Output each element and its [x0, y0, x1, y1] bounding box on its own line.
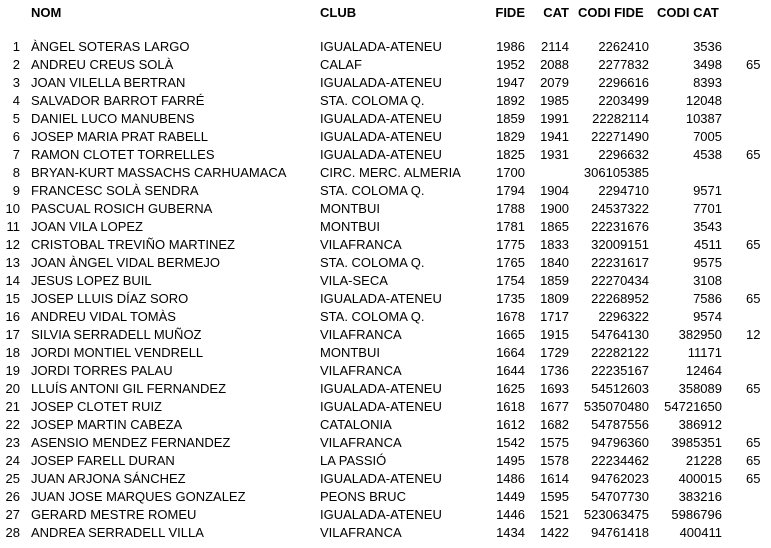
codi-fide: 94796360: [591, 435, 649, 450]
player-name: SALVADOR BARROT FARRÉ: [31, 93, 205, 108]
row-number: 10: [5, 201, 20, 216]
player-club: VILAFRANCA: [320, 525, 402, 540]
player-name: BRYAN-KURT MASSACHS CARHUAMACA: [31, 165, 287, 180]
codi-fide: 22235167: [591, 363, 649, 378]
codi-cat: 386912: [678, 417, 722, 432]
player-name: JOAN VILELLA BERTRAN: [31, 75, 186, 90]
table-row: [0, 110, 771, 128]
player-club: STA. COLOMA Q.: [320, 183, 425, 198]
codi-cat: 3536: [693, 39, 722, 54]
row-number: 4: [12, 93, 20, 108]
codi-cat: 383216: [678, 489, 722, 504]
table-row: [0, 308, 771, 326]
extra-code: 65: [746, 453, 761, 468]
codi-fide: 22234462: [591, 453, 649, 468]
codi-fide: 54512603: [591, 381, 649, 396]
extra-code: 65: [746, 291, 761, 306]
cat-rating: 1833: [540, 237, 569, 252]
player-name: JOSEP LLUIS DÍAZ SORO: [31, 291, 189, 306]
row-number: 13: [5, 255, 20, 270]
fide-rating: 1892: [496, 93, 525, 108]
row-number: 27: [5, 507, 20, 522]
extra-code: 65: [746, 57, 761, 72]
player-club: IGUALADA-ATENEU: [320, 75, 442, 90]
row-number: 24: [5, 453, 20, 468]
codi-fide: 2277832: [598, 57, 649, 72]
codi-cat: 4511: [694, 237, 722, 252]
row-number: 2: [12, 57, 20, 72]
header-cat: CAT: [543, 5, 569, 20]
fide-rating: 1788: [496, 201, 525, 216]
table-row: [0, 290, 771, 308]
cat-rating: 1991: [540, 111, 569, 126]
codi-cat: 400015: [678, 471, 722, 486]
player-club: LA PASSIÓ: [320, 453, 387, 468]
table-row: [0, 146, 771, 164]
table-row: [0, 74, 771, 92]
codi-cat: 4538: [693, 147, 722, 162]
codi-cat: 400411: [679, 525, 722, 540]
cat-rating: 1915: [540, 327, 569, 342]
table-row: [0, 506, 771, 524]
fide-rating: 1947: [496, 75, 525, 90]
fide-rating: 1664: [496, 345, 525, 360]
fide-rating: 1495: [496, 453, 525, 468]
codi-fide: 94762023: [591, 471, 649, 486]
cat-rating: 1693: [540, 381, 569, 396]
fide-rating: 1625: [496, 381, 525, 396]
fide-rating: 1486: [496, 471, 525, 486]
table-row: [0, 254, 771, 272]
player-name: JUAN ARJONA SÁNCHEZ: [31, 471, 186, 486]
extra-code: 65: [746, 147, 761, 162]
player-club: IGUALADA-ATENEU: [320, 507, 442, 522]
row-number: 28: [5, 525, 20, 540]
player-club: VILAFRANCA: [320, 363, 402, 378]
codi-cat: 54721650: [664, 399, 722, 414]
table-row: [0, 38, 771, 56]
codi-fide: 54787556: [591, 417, 649, 432]
player-club: IGUALADA-ATENEU: [320, 399, 442, 414]
fide-rating: 1829: [496, 129, 525, 144]
player-club: CIRC. MERC. ALMERIA: [320, 165, 461, 180]
fide-rating: 1446: [496, 507, 525, 522]
player-club: VILAFRANCA: [320, 327, 402, 342]
codi-cat: 3108: [693, 273, 722, 288]
table-row: [0, 236, 771, 254]
codi-fide: 523063475: [583, 507, 649, 522]
player-name: ANDREU VIDAL TOMÀS: [31, 309, 176, 324]
player-name: JORDI TORRES PALAU: [31, 363, 173, 378]
fide-rating: 1449: [496, 489, 525, 504]
player-club: IGUALADA-ATENEU: [320, 381, 442, 396]
row-number: 5: [12, 111, 20, 126]
table-row: [0, 128, 771, 146]
player-club: IGUALADA-ATENEU: [320, 147, 442, 162]
player-club: STA. COLOMA Q.: [320, 255, 425, 270]
extra-code: 65: [746, 237, 761, 252]
table-row: [0, 488, 771, 506]
player-name: ANDREA SERRADELL VILLA: [31, 525, 204, 540]
cat-rating: 2088: [540, 57, 569, 72]
codi-fide: 22231617: [591, 255, 649, 270]
player-club: IGUALADA-ATENEU: [320, 129, 442, 144]
fide-rating: 1735: [496, 291, 525, 306]
fide-rating: 1825: [496, 147, 525, 162]
codi-cat: 12464: [685, 363, 722, 378]
player-name: JORDI MONTIEL VENDRELL: [31, 345, 204, 360]
cat-rating: 1595: [540, 489, 569, 504]
cat-rating: 1859: [540, 273, 569, 288]
codi-cat: 9575: [693, 255, 722, 270]
table-header: [0, 0, 771, 26]
cat-rating: 2114: [541, 39, 569, 54]
codi-fide: 306105385: [583, 165, 649, 180]
codi-fide: 32009151: [591, 237, 649, 252]
player-name: JUAN JOSE MARQUES GONZALEZ: [31, 489, 246, 504]
player-club: MONTBUI: [320, 219, 380, 234]
table-row: [0, 200, 771, 218]
codi-fide: 2296616: [598, 75, 649, 90]
codi-cat: 3498: [693, 57, 722, 72]
player-name: ÀNGEL SOTERAS LARGO: [31, 39, 190, 54]
codi-cat: 7586: [693, 291, 722, 306]
fide-rating: 1434: [496, 525, 525, 540]
cat-rating: 1521: [540, 507, 569, 522]
player-club: STA. COLOMA Q.: [320, 309, 425, 324]
row-number: 23: [5, 435, 20, 450]
codi-cat: 3543: [693, 219, 722, 234]
codi-fide: 2296632: [598, 147, 649, 162]
table-row: [0, 416, 771, 434]
row-number: 17: [5, 327, 20, 342]
fide-rating: 1678: [496, 309, 525, 324]
player-name: GERARD MESTRE ROMEU: [31, 507, 197, 522]
row-number: 19: [5, 363, 20, 378]
player-name: JOSEP FARELL DURAN: [31, 453, 175, 468]
codi-fide: 94761418: [591, 525, 649, 540]
codi-fide: 535070480: [583, 399, 649, 414]
row-number: 22: [5, 417, 20, 432]
fide-rating: 1644: [496, 363, 525, 378]
codi-cat: 3985351: [671, 435, 722, 450]
codi-cat: 11171: [687, 345, 722, 360]
player-name: RAMON CLOTET TORRELLES: [31, 147, 215, 162]
row-number: 8: [12, 165, 20, 180]
cat-rating: 1614: [540, 471, 569, 486]
table-row: [0, 164, 771, 182]
table-row: [0, 344, 771, 362]
table-row: [0, 380, 771, 398]
table-row: [0, 92, 771, 110]
cat-rating: 1941: [540, 129, 569, 144]
player-club: VILAFRANCA: [320, 237, 402, 252]
fide-rating: 1612: [496, 417, 525, 432]
row-number: 14: [5, 273, 20, 288]
cat-rating: 1682: [540, 417, 569, 432]
fide-rating: 1700: [496, 165, 525, 180]
player-name: JOSEP MARTIN CABEZA: [31, 417, 183, 432]
player-name: FRANCESC SOLÀ SENDRA: [31, 183, 199, 198]
player-name: ANDREU CREUS SOLÀ: [31, 57, 174, 72]
player-name: JOSEP MARIA PRAT RABELL: [31, 129, 209, 144]
cat-rating: 1729: [540, 345, 569, 360]
table-row: [0, 362, 771, 380]
cat-rating: 1904: [540, 183, 569, 198]
row-number: 9: [12, 183, 20, 198]
table-row: [0, 524, 771, 542]
codi-fide: 2203499: [598, 93, 649, 108]
codi-cat: 5986796: [671, 507, 722, 522]
fide-rating: 1986: [496, 39, 525, 54]
player-club: CALAF: [320, 57, 362, 72]
cat-rating: 1575: [540, 435, 569, 450]
player-name: DANIEL LUCO MANUBENS: [31, 111, 195, 126]
header-fide: FIDE: [495, 5, 525, 20]
player-name: LLUÍS ANTONI GIL FERNANDEZ: [31, 381, 227, 396]
fide-rating: 1618: [496, 399, 525, 414]
row-number: 7: [12, 147, 20, 162]
row-number: 18: [5, 345, 20, 360]
codi-cat: 358089: [678, 381, 722, 396]
cat-rating: 2079: [540, 75, 569, 90]
player-club: IGUALADA-ATENEU: [320, 291, 442, 306]
player-name: JOAN ÀNGEL VIDAL BERMEJO: [31, 255, 221, 270]
player-name: SILVIA SERRADELL MUÑOZ: [31, 327, 202, 342]
row-number: 21: [5, 399, 20, 414]
fide-rating: 1542: [496, 435, 525, 450]
table-row: [0, 182, 771, 200]
table-row: [0, 470, 771, 488]
table-row: [0, 452, 771, 470]
row-number: 6: [12, 129, 20, 144]
codi-fide: 2262410: [598, 39, 649, 54]
row-number: 15: [5, 291, 20, 306]
cat-rating: 1717: [540, 309, 569, 324]
codi-fide: 22282114: [592, 111, 649, 126]
cat-rating: 1840: [540, 255, 569, 270]
cat-rating: 1865: [540, 219, 569, 234]
table-row: [0, 434, 771, 452]
row-number: 11: [6, 219, 20, 234]
player-club: CATALONIA: [320, 417, 392, 432]
extra-code: 65: [746, 381, 761, 396]
table-row: [0, 56, 771, 74]
row-number: 26: [5, 489, 20, 504]
codi-fide: 22282122: [591, 345, 649, 360]
row-number: 1: [12, 39, 20, 54]
codi-fide: 22270434: [591, 273, 649, 288]
player-name: ASENSIO MENDEZ FERNANDEZ: [31, 435, 231, 450]
codi-fide: 22231676: [591, 219, 649, 234]
codi-cat: 21228: [685, 453, 722, 468]
cat-rating: 1931: [540, 147, 569, 162]
player-table: [0, 38, 771, 542]
codi-cat: 9574: [693, 309, 722, 324]
row-number: 25: [5, 471, 20, 486]
codi-fide: 54764130: [591, 327, 649, 342]
fide-rating: 1765: [496, 255, 525, 270]
player-club: MONTBUI: [320, 201, 380, 216]
fide-rating: 1794: [496, 183, 525, 198]
header-club: CLUB: [320, 5, 357, 20]
cat-rating: 1900: [540, 201, 569, 216]
header-codi-cat: CODI CAT: [657, 5, 719, 20]
player-name: JOAN VILA LOPEZ: [31, 219, 143, 234]
extra-code: 65: [746, 435, 761, 450]
player-name: PASCUAL ROSICH GUBERNA: [31, 201, 213, 216]
row-number: 12: [5, 237, 20, 252]
cat-rating: 1578: [540, 453, 569, 468]
fide-rating: 1781: [496, 219, 525, 234]
player-club: VILA-SECA: [320, 273, 388, 288]
cat-rating: 1736: [540, 363, 569, 378]
fide-rating: 1665: [496, 327, 525, 342]
player-club: IGUALADA-ATENEU: [320, 39, 442, 54]
cat-rating: 1809: [540, 291, 569, 306]
table-row: [0, 272, 771, 290]
cat-rating: 1422: [540, 525, 569, 540]
row-number: 16: [5, 309, 20, 324]
table-row: [0, 326, 771, 344]
cat-rating: 1985: [540, 93, 569, 108]
extra-code: 65: [746, 471, 761, 486]
table-row: [0, 218, 771, 236]
codi-cat: 7701: [693, 201, 722, 216]
player-club: IGUALADA-ATENEU: [320, 471, 442, 486]
codi-fide: 24537322: [591, 201, 649, 216]
fide-rating: 1952: [496, 57, 525, 72]
fide-rating: 1754: [496, 273, 525, 288]
codi-cat: 8393: [693, 75, 722, 90]
player-club: PEONS BRUC: [320, 489, 406, 504]
player-club: IGUALADA-ATENEU: [320, 111, 442, 126]
codi-fide: 22271490: [591, 129, 649, 144]
player-club: VILAFRANCA: [320, 435, 402, 450]
codi-cat: 382950: [678, 327, 722, 342]
header-codi-fide: CODI FIDE: [578, 5, 644, 20]
row-number: 3: [12, 75, 20, 90]
row-number: 20: [5, 381, 20, 396]
extra-code: 12: [746, 327, 761, 342]
codi-cat: 9571: [693, 183, 722, 198]
fide-rating: 1859: [496, 111, 525, 126]
player-name: CRISTOBAL TREVIÑO MARTINEZ: [31, 237, 235, 252]
codi-cat: 10387: [685, 111, 722, 126]
codi-fide: 54707730: [591, 489, 649, 504]
codi-cat: 12048: [685, 93, 722, 108]
player-club: STA. COLOMA Q.: [320, 93, 425, 108]
player-club: MONTBUI: [320, 345, 380, 360]
codi-fide: 2296322: [598, 309, 649, 324]
player-name: JOSEP CLOTET RUIZ: [31, 399, 162, 414]
codi-cat: 7005: [693, 129, 722, 144]
fide-rating: 1775: [496, 237, 525, 252]
player-name: JESUS LOPEZ BUIL: [31, 273, 152, 288]
codi-fide: 2294710: [598, 183, 649, 198]
cat-rating: 1677: [540, 399, 569, 414]
codi-fide: 22268952: [591, 291, 649, 306]
header-nom: NOM: [31, 5, 62, 20]
table-row: [0, 398, 771, 416]
